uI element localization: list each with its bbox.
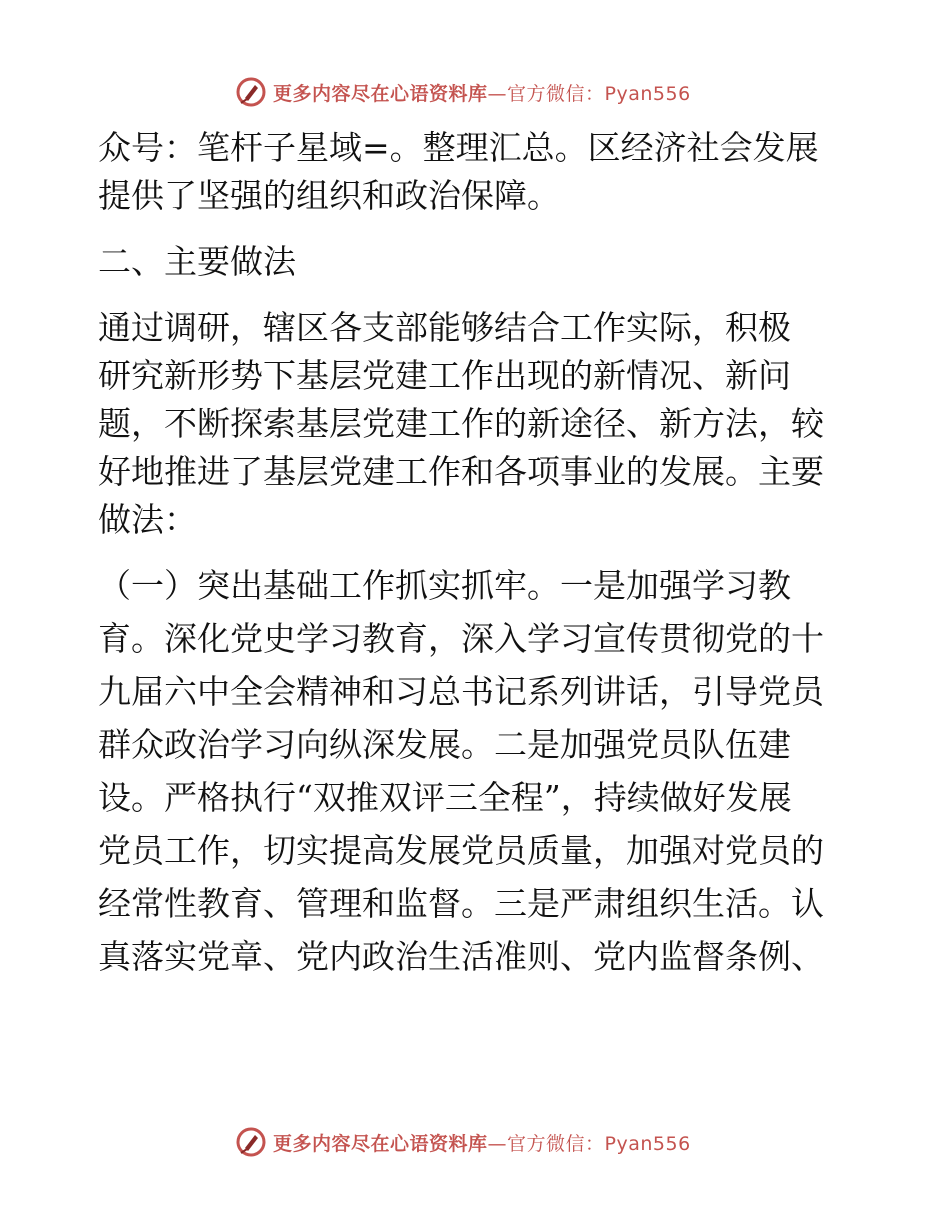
text-line: 题，不断探索基层党建工作的新途径、新方法，较 (98, 404, 824, 443)
text-line: （一）突出基础工作抓实抓牢。一是加强学习教 (98, 566, 791, 605)
text-line: 做法： (98, 500, 197, 539)
footer-watermark-text (273, 1129, 691, 1156)
section-heading: 二、主要做法 (98, 242, 296, 281)
text-line: 众号：笔杆子星域=。整理汇总。区经济社会发展 (98, 128, 819, 167)
text-line: 设。严格执行“双推双评三全程”，持续做好发展 (98, 778, 792, 817)
paragraph-2 (98, 304, 858, 544)
text-line: 真落实党章、党内政治生活准则、党内监督条例、 (98, 937, 824, 976)
header-watermark-text (273, 79, 691, 106)
brand-logo-icon (235, 76, 267, 108)
footer-watermark-wechat: —官方微信：Pyan556 (487, 1132, 691, 1155)
header-watermark-bold: 更多内容尽在心语资料库 (273, 82, 488, 105)
paragraph-1 (98, 124, 858, 220)
text-line: 通过调研，辖区各支部能够结合工作实际，积极 (98, 308, 791, 347)
brand-logo-icon (235, 1126, 267, 1158)
footer-watermark-banner (235, 1122, 691, 1162)
text-line: 党员工作，切实提高发展党员质量，加强对党员的 (98, 831, 824, 870)
text-line: 育。深化党史学习教育，深入学习宣传贯彻党的十 (98, 619, 824, 658)
text-line: 提供了坚强的组织和政治保障。 (98, 176, 560, 215)
text-line: 经常性教育、管理和监督。三是严肃组织生活。认 (98, 884, 824, 923)
header-watermark-banner (235, 72, 691, 112)
text-line: 研究新形势下基层党建工作出现的新情况、新问 (98, 356, 791, 395)
paragraph-3 (98, 562, 858, 981)
header-watermark-wechat: —官方微信：Pyan556 (487, 82, 691, 105)
text-line: 群众政治学习向纵深发展。二是加强党员队伍建 (98, 725, 791, 764)
footer-watermark-bold: 更多内容尽在心语资料库 (273, 1132, 488, 1155)
text-line: 好地推进了基层党建工作和各项事业的发展。主要 (98, 452, 824, 491)
document-body (98, 124, 858, 981)
text-line: 九届六中全会精神和习总书记系列讲话，引导党员 (98, 672, 824, 711)
